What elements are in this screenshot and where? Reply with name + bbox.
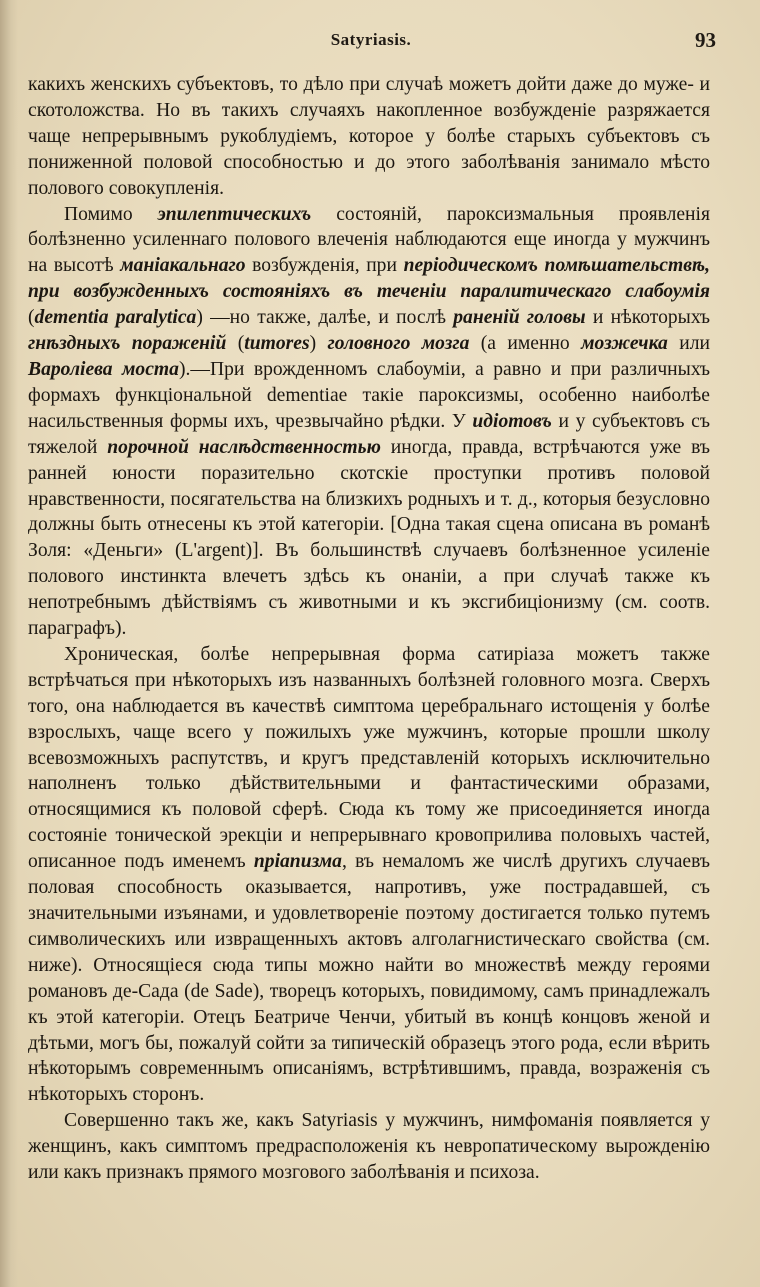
page-number: 93 [695,28,716,52]
text-run: иногда, правда, встрѣчаются уже въ ранней юности поразительно скотскіе проступки противъ половой нравственности, посягательства на близкихъ родныхъ и т. д., которыя безусловно должны быть отнесены къ этой категоріи. [Одна такая сцена описана въ романѣ Золя: «Деньги» (L'argent)]. Въ большинствѣ случаевъ болѣзненное усиленіе полового инстинкта влечетъ здѣсь къ онаніи, а при случаѣ также къ непотребнымъ дѣйствіямъ съ животными и къ эксгибиціонизму (см. соотв. параграфъ). [28,436,710,640]
text-run: или [667,333,710,355]
running-header [26,30,716,54]
running-title: Satyriasis. [330,30,412,49]
text-run: ).—При врожденномъ слабоуміи, а равно и при различныхъ формахъ функціональной dementiae такіе пароксизмы, особенно наиболѣе насильственныя формы ихъ, чрезвычайно рѣдки. У [28,358,711,432]
paragraph [28,72,710,202]
emphasized-text: маніакальнаго [120,255,246,277]
text-run: (а именно [469,333,582,355]
paragraph [28,202,710,642]
emphasized-text: пріапизма [253,851,342,873]
paragraph [28,642,710,1108]
text-run: ( [28,307,35,329]
text-run: ) —но также, далѣе, и послѣ [196,307,454,329]
text-run: состояній, пароксизмальныя проявленія болѣзненно усиленнаго полового влеченія наблюдаются еще иногда у мужчинъ на высотѣ [28,203,710,277]
text-run: , въ немаломъ же числѣ другихъ случаевъ половая способность оказывается, напротивъ, уже пострадавшей, съ значительными изъянами, и удовлетвореніе поэтому достигается только путемъ символическихъ или извращенныхъ актовъ алголагнистическаго свойства (см. ниже). Относящіеся сюда типы можно найти во множествѣ между героями романовъ де-Сада (de Sade), творецъ которыхъ, повидимому, самъ принадлежалъ къ этой категоріи. Отецъ Беатриче Ченчи, убитый въ концѣ концовъ женой и дѣтьми, могъ бы, пожалуй сойти за типическій образецъ этого рода, если вѣрить нѣкоторымъ современнымъ описаніямъ, встрѣтившимъ, правда, возраженія съ нѣкоторыхъ сторонъ. [28,851,710,1106]
text-run: какихъ женскихъ субъектовъ, то дѣло при случаѣ можетъ дойти даже до муже- и скотоложства. Но въ такихъ случаяхъ накопленное возбужденіе разряжается чаще непрерывнымъ рукоблудіемъ, которое у болѣе старыхъ субъектовъ съ пониженной половой способностью и до этого заболѣванія занимало мѣсто полового совокупленія. [28,74,710,199]
emphasized-text: Варолiева моста [28,358,179,380]
text-run: ) [309,333,328,355]
text-run: Совершенно такъ же, какъ Satyriasis у мужчинъ, нимфоманія появляется у женщинъ, какъ симптомъ предрасположенія къ невропатическому вырожденію или какъ признакъ прямого мозгового заболѣванія и психоза. [28,1110,710,1184]
emphasized-text: періодическомъ помѣшательствѣ, при возбужденныхъ состояніяхъ въ теченіи паралитическаго слабоумія [28,255,710,303]
emphasized-text: эпилептическихъ [157,203,312,225]
emphasized-text: раненій головы [453,307,586,329]
text-run: Хроническая, болѣе непрерывная форма сатиріаза можетъ также встрѣчаться при нѣкоторыхъ изъ названныхъ болѣзней головного мозга. Сверхъ того, она наблюдается въ качествѣ симптома церебральнаго истощенія у болѣе взрослыхъ, чаще всего у пожилыхъ уже мужчинъ, которые прошли школу всевозможныхъ распутствъ, и кругъ представленій которыхъ исключительно наполненъ только дѣйствительными и фантастическими образами, относящимися къ половой сферѣ. Сюда къ тому же присоединяется иногда состояніе тонической эрекціи и непрерывнаго кровоприлива половыхъ частей, описанное подъ именемъ [28,643,710,873]
text-run: Помимо [64,203,158,225]
body-text [28,72,710,1186]
emphasized-text: порочной наслѣдственностью [107,436,381,458]
emphasized-text: гнѣздныхъ пораженій [28,333,227,355]
emphasized-text: головного мозга [327,333,470,355]
paragraph [28,1108,710,1186]
emphasized-text: мозжечка [581,333,668,355]
text-run: ( [226,333,245,355]
emphasized-text: dementia paralytica [34,307,197,329]
text-run: возбужденія, при [245,255,404,277]
text-run: и у субъектовъ съ тяжелой [28,410,711,458]
page-gutter-shadow [0,0,18,1287]
emphasized-text: tumores [244,333,310,355]
text-run: и нѣкоторыхъ [585,307,711,329]
emphasized-text: идіотовъ [472,410,552,432]
